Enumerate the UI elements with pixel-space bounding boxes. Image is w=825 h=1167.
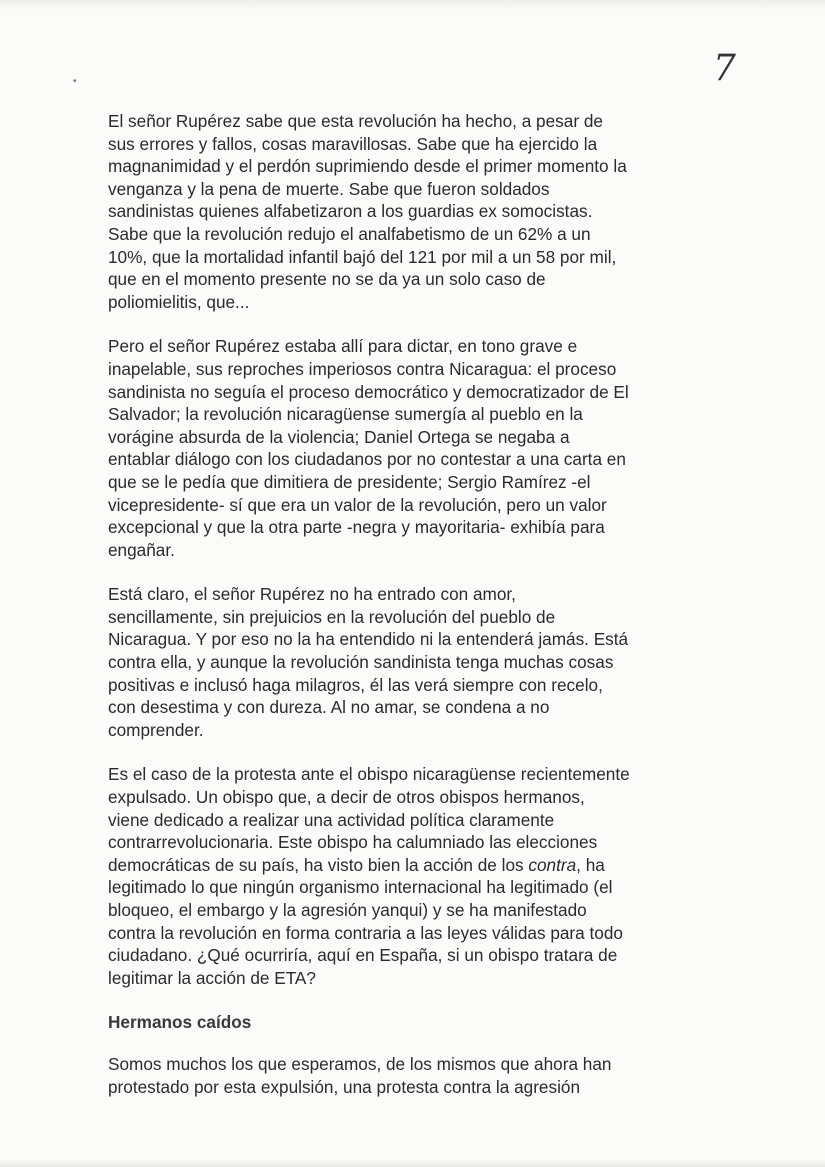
- line: que en el momento presente no se da ya un solo caso de: [108, 269, 546, 290]
- line: viene dedicado a realizar una actividad política claramente: [108, 809, 555, 830]
- line: sandinistas quienes alfabetizaron a los guardias ex somocistas.: [108, 201, 593, 222]
- line: vicepresidente- sí que era un valor de la revolución, pero un valor: [108, 494, 607, 515]
- line: 10%, que la mortalidad infantil bajó del 121 por mil a un 58 por mil,: [108, 246, 617, 267]
- line: expulsado. Un obispo que, a decir de otros obispos hermanos,: [108, 787, 585, 808]
- line: legitimado lo que ningún organismo internacional ha legitimado (el: [108, 877, 613, 898]
- line: excepcional y que la otra parte -negra y mayoritaria- exhibía para: [108, 517, 605, 538]
- line: Pero el señor Rupérez estaba allí para dictar, en tono grave e: [108, 336, 578, 357]
- line: positivas e inclusó haga milagros, él las verá siempre con recelo,: [108, 674, 603, 695]
- paragraph-1: [108, 110, 708, 313]
- line: Nicaragua. Y por eso no la ha entendido ni la entenderá jamás. Está: [108, 629, 629, 650]
- emphasis: contra: [528, 854, 577, 875]
- line: Sabe que la revolución redujo el analfabetismo de un 62% a un: [108, 223, 591, 244]
- line: contrarrevolucionaria. Este obispo ha calumniado las elecciones: [108, 832, 598, 853]
- line: engañar.: [108, 539, 175, 560]
- line: sandinista no seguía el proceso democrático y democratizador de El: [108, 381, 629, 402]
- line: vorágine absurda de la violencia; Daniel Ortega se negaba a: [108, 426, 570, 447]
- line: bloqueo, el embargo y la agresión yanqui) y se ha manifestado: [108, 900, 587, 920]
- page-content: [108, 110, 708, 1120]
- line: Salvador; la revolución nicaragüense sumergía al pueblo en la: [108, 404, 583, 425]
- line: que se le pedía que dimitiera de presidente; Sergio Ramírez -el: [108, 471, 591, 492]
- line: legitimar la acción de ETA?: [108, 967, 316, 988]
- line: Es el caso de la protesta ante el obispo nicaragüense recientemente: [108, 764, 630, 785]
- line: Somos muchos los que esperamos, de los mismos que ahora han: [108, 1053, 612, 1074]
- scan-top-edge: [0, 0, 825, 10]
- line: sencillamente, sin prejuicios en la revolución del pueblo de: [108, 606, 556, 627]
- stray-mark: •: [73, 76, 77, 87]
- scan-bottom-edge: [0, 1159, 825, 1167]
- line: venganza y la pena de muerte. Sabe que fueron soldados: [108, 178, 550, 199]
- line: con desestima y con dureza. Al no amar, se condena a no: [108, 697, 550, 718]
- paragraph-3: [108, 583, 708, 741]
- line: magnanimidad y el perdón suprimiendo desde el primer momento la: [108, 156, 627, 177]
- paragraph-2: [108, 335, 708, 561]
- line: sus errores y fallos, cosas maravillosas. Sabe que ha ejercido la: [108, 133, 598, 154]
- page-number: 7: [713, 48, 736, 89]
- line: El señor Rupérez sabe que esta revolución ha hecho, a pesar de: [108, 111, 603, 131]
- line: contra la revolución en forma contraria a las leyes válidas para todo: [108, 922, 623, 943]
- line: democráticas de su país, ha visto bien la acción de los contra, ha: [108, 854, 605, 875]
- line: inapelable, sus reproches imperiosos contra Nicaragua: el proceso: [108, 358, 617, 379]
- paragraph-5: [108, 1053, 708, 1098]
- section-heading: Hermanos caídos: [108, 1012, 252, 1033]
- line: comprender.: [108, 719, 204, 740]
- line: protestado por esta expulsión, una protesta contra la agresión: [108, 1076, 581, 1097]
- line: entablar diálogo con los ciudadanos por no contestar a una carta en: [108, 449, 626, 470]
- paragraph-4: [108, 763, 708, 989]
- line: Está claro, el señor Rupérez no ha entrado con amor,: [108, 584, 516, 605]
- line: ciudadano. ¿Qué ocurriría, aquí en España, si un obispo tratara de: [108, 945, 618, 966]
- line: contra ella, y aunque la revolución sandinista tenga muchas cosas: [108, 652, 614, 673]
- line: poliomielitis, que...: [108, 291, 250, 312]
